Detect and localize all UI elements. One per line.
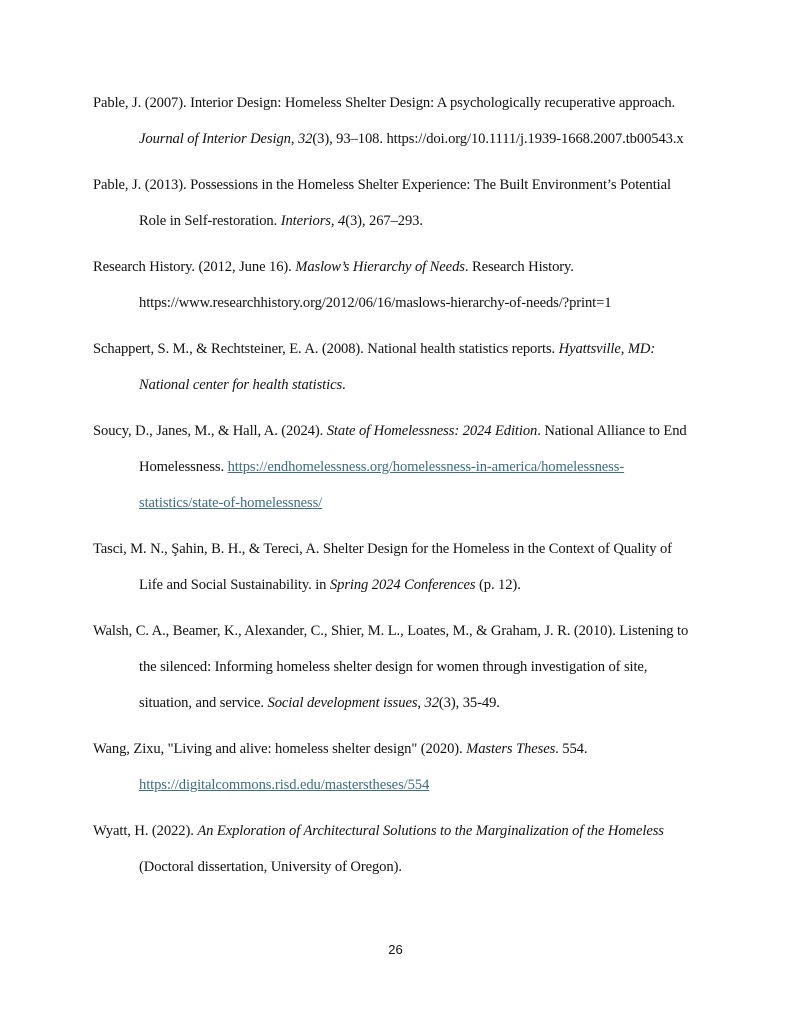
reference-italic-text: Masters Theses <box>466 741 556 757</box>
reference-text: Wyatt, H. (2022). <box>93 823 198 839</box>
reference-italic-text: An Exploration of Architectural Solutions to the Marginalization of the Homeless <box>197 823 664 839</box>
reference-entry <box>93 413 698 521</box>
reference-text: Research History. (2012, June 16). <box>93 259 296 275</box>
reference-italic-text: 32 <box>424 695 439 711</box>
reference-text: Pable, J. (2013). Possessions in the Homeless Shelter Experience: The Built Environment’s Potential Role in Self-restoration. <box>93 177 671 229</box>
reference-italic-text: State of Homelessness: 2024 Edition <box>326 423 538 439</box>
reference-italic-text: Journal of Interior Design <box>139 131 291 147</box>
reference-text: . <box>342 377 346 393</box>
reference-italic-text: Hyattsville, MD: National center for health statistics <box>139 341 656 393</box>
reference-italic-text: 32 <box>297 131 313 147</box>
reference-text: , <box>290 131 298 147</box>
references-list <box>93 85 698 895</box>
reference-text: . Research History. https://www.researchhistory.org/2012/06/16/maslows-hierarchy-of-needs/?print=1 <box>139 259 612 311</box>
reference-text: Tasci, M. N., Şahin, B. H., & Tereci, A. Shelter Design for the Homeless in the Context of Quality of Life and Social Sustainability. in <box>93 541 672 593</box>
reference-italic-text: Social development issues <box>267 695 418 711</box>
reference-text: . National Alliance to End Homelessness. <box>139 423 687 475</box>
reference-entry <box>93 249 698 321</box>
reference-italic-text: 4 <box>337 213 346 229</box>
reference-entry <box>93 85 698 157</box>
reference-text: (3), 93–108. https://doi.org/10.1111/j.1939-1668.2007.tb00543.x <box>312 131 684 147</box>
reference-text: Wang, Zixu, "Living and alive: homeless shelter design" (2020). <box>93 741 467 757</box>
reference-entry <box>93 613 698 721</box>
reference-entry <box>93 813 698 885</box>
reference-entry <box>93 331 698 403</box>
reference-text: Walsh, C. A., Beamer, K., Alexander, C., Shier, M. L., Loates, M., & Graham, J. R. (2010). Listening to the silenced: Informing homeless shelter design for women through investigation of site, situation, and service. <box>93 623 689 711</box>
reference-italic-text: Maslow’s Hierarchy of Needs <box>295 259 465 275</box>
reference-link[interactable]: https://digitalcommons.risd.edu/masterstheses/554 <box>139 777 430 793</box>
reference-entry <box>93 731 698 803</box>
reference-text: (p. 12). <box>475 577 521 593</box>
reference-italic-text: Interiors <box>280 213 331 229</box>
reference-text: Pable, J. (2007). Interior Design: Homeless Shelter Design: A psychologically recuperative approach. <box>93 95 676 111</box>
reference-italic-text: Spring 2024 Conferences <box>329 577 476 593</box>
reference-text: Schappert, S. M., & Rechtsteiner, E. A. (2008). National health statistics reports. <box>93 341 559 357</box>
page-number: 26 <box>388 942 403 957</box>
reference-link[interactable]: https://endhomelessness.org/homelessness-in-america/homelessness-statistics/state-of-homelessness/ <box>139 459 625 511</box>
reference-text: Soucy, D., Janes, M., & Hall, A. (2024). <box>93 423 327 439</box>
reference-text: , <box>330 213 338 229</box>
reference-text: (3), 35-49. <box>438 695 500 711</box>
reference-entry <box>93 531 698 603</box>
reference-text: . 554. <box>555 741 588 757</box>
reference-text: , <box>417 695 425 711</box>
reference-text: (3), 267–293. <box>345 213 423 229</box>
reference-entry <box>93 167 698 239</box>
reference-text: (Doctoral dissertation, University of Oregon). <box>139 859 402 875</box>
